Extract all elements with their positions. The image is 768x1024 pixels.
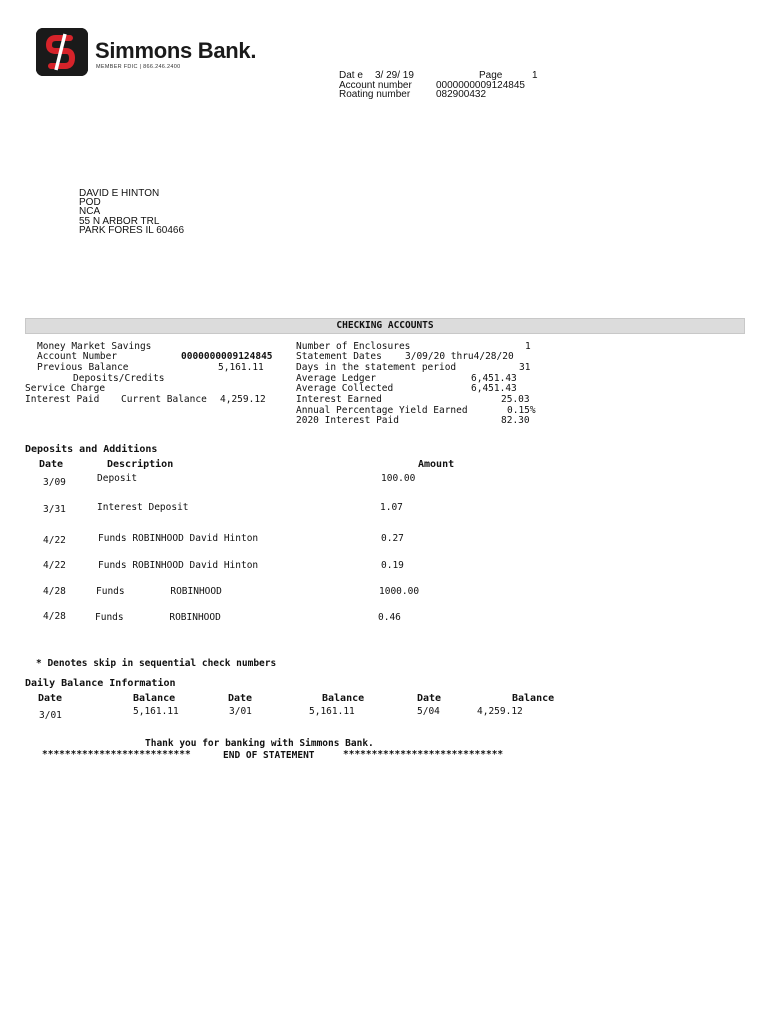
account-type: Money Market Savings	[37, 341, 152, 352]
address-line: 55 N ARBOR TRL	[79, 216, 160, 227]
summary-account-number-value: 0000000009124845	[181, 351, 273, 362]
section-banner	[25, 318, 745, 334]
deposit-row-date: 4/28	[43, 586, 66, 597]
current-balance-label: Current Balance	[121, 394, 207, 405]
page-number: 1	[532, 70, 538, 81]
address-line: PARK FORES IL 60466	[79, 225, 185, 236]
balance-col-date: Date	[417, 693, 442, 704]
deposit-row-amount: 0.27	[381, 533, 404, 544]
page-label: Page	[479, 70, 503, 81]
deposit-row-amount: 1000.00	[379, 586, 420, 597]
balance-col-date: Date	[38, 693, 63, 704]
apy-value: 0.15%	[507, 405, 536, 416]
enclosures-value: 1	[525, 341, 531, 352]
ytd-interest-label: 2020 Interest Paid	[296, 415, 399, 426]
deposit-row-date: 3/31	[43, 504, 66, 515]
account-number-value: 0000000009124845	[436, 80, 525, 91]
deposits-col-amount: Amount	[418, 459, 455, 470]
balance-amount-value: 5,161.11	[309, 706, 355, 717]
balance-date-value: 3/01	[229, 706, 252, 717]
enclosures-label: Number of Enclosures	[296, 341, 411, 352]
balance-amount-value: 5,161.11	[133, 706, 179, 717]
deposits-credits-label: Deposits/Credits	[73, 373, 165, 384]
routing-number-label: Roating number	[339, 89, 411, 100]
skip-note: * Denotes skip in sequential check numbers	[36, 658, 277, 669]
date-label: Dat e	[339, 70, 363, 81]
balance-date-value: 3/01	[39, 710, 62, 721]
thank-you-message: Thank you for banking with Simmons Bank.	[145, 738, 374, 749]
deposit-row-date: 4/28	[43, 611, 66, 622]
average-collected-label: Average Collected	[296, 383, 394, 394]
average-collected-value: 6,451.43	[471, 383, 517, 394]
service-charge-label: Service Charge	[25, 383, 106, 394]
date-value: 3/ 29/ 19	[375, 70, 414, 81]
bank-logo-icon	[36, 28, 88, 76]
deposit-row-description: Funds ROBINHOOD	[96, 586, 222, 597]
deposit-row-description: Deposit	[97, 473, 138, 484]
deposit-row-date: 4/22	[43, 535, 66, 546]
address-line: DAVID E HINTON	[79, 188, 160, 199]
account-number-label: Account number	[339, 80, 412, 91]
section-title: CHECKING ACCOUNTS	[336, 320, 434, 331]
deposit-row-description: Funds ROBINHOOD David Hinton	[98, 560, 259, 571]
daily-balance-title: Daily Balance Information	[25, 678, 176, 689]
balance-col-balance: Balance	[512, 693, 555, 704]
deposit-row-amount: 100.00	[381, 473, 416, 484]
footer-stars-left: **************************	[42, 749, 191, 760]
average-ledger-label: Average Ledger	[296, 373, 377, 384]
ytd-interest-value: 82.30	[501, 415, 530, 426]
apy-label: Annual Percentage Yield Earned	[296, 405, 468, 416]
deposits-col-date: Date	[39, 459, 64, 470]
bank-tagline: MEMBER FDIC | 866.246.2400	[96, 64, 181, 70]
statement-dates-value: 3/09/20 thru4/28/20	[405, 351, 514, 362]
balance-date-value: 5/04	[417, 706, 440, 717]
previous-balance-label: Previous Balance	[37, 362, 129, 373]
summary-account-number-label: Account Number	[37, 351, 118, 362]
deposit-row-description: Interest Deposit	[97, 502, 189, 513]
balance-col-date: Date	[228, 693, 253, 704]
interest-earned-value: 25.03	[501, 394, 530, 405]
deposit-row-date: 4/22	[43, 560, 66, 571]
deposit-row-amount: 0.46	[378, 612, 401, 623]
end-of-statement: END OF STATEMENT	[223, 750, 315, 761]
routing-number-value: 082900432	[436, 89, 487, 100]
deposits-col-description: Description	[107, 459, 174, 470]
statement-dates-label: Statement Dates	[296, 351, 382, 362]
deposit-row-amount: 0.19	[381, 560, 404, 571]
balance-amount-value: 4,259.12	[477, 706, 523, 717]
deposit-row-amount: 1.07	[380, 502, 403, 513]
average-ledger-value: 6,451.43	[471, 373, 517, 384]
balance-col-balance: Balance	[133, 693, 176, 704]
interest-paid-label: Interest Paid	[25, 394, 100, 405]
deposit-row-date: 3/09	[43, 477, 66, 488]
deposit-row-description: Funds ROBINHOOD David Hinton	[98, 533, 259, 544]
deposits-title: Deposits and Additions	[25, 444, 158, 455]
days-in-period-value: 31	[519, 362, 531, 373]
deposit-row-description: Funds ROBINHOOD	[95, 612, 221, 623]
bank-name: Simmons Bank.	[95, 38, 257, 63]
footer-stars-right: ****************************	[343, 749, 504, 760]
previous-balance-value: 5,161.11	[218, 362, 264, 373]
balance-col-balance: Balance	[322, 693, 365, 704]
address-line: POD	[79, 197, 101, 208]
days-in-period-label: Days in the statement period	[296, 362, 457, 373]
interest-earned-label: Interest Earned	[296, 394, 382, 405]
address-line: NCA	[79, 206, 101, 217]
current-balance-value: 4,259.12	[220, 394, 266, 405]
